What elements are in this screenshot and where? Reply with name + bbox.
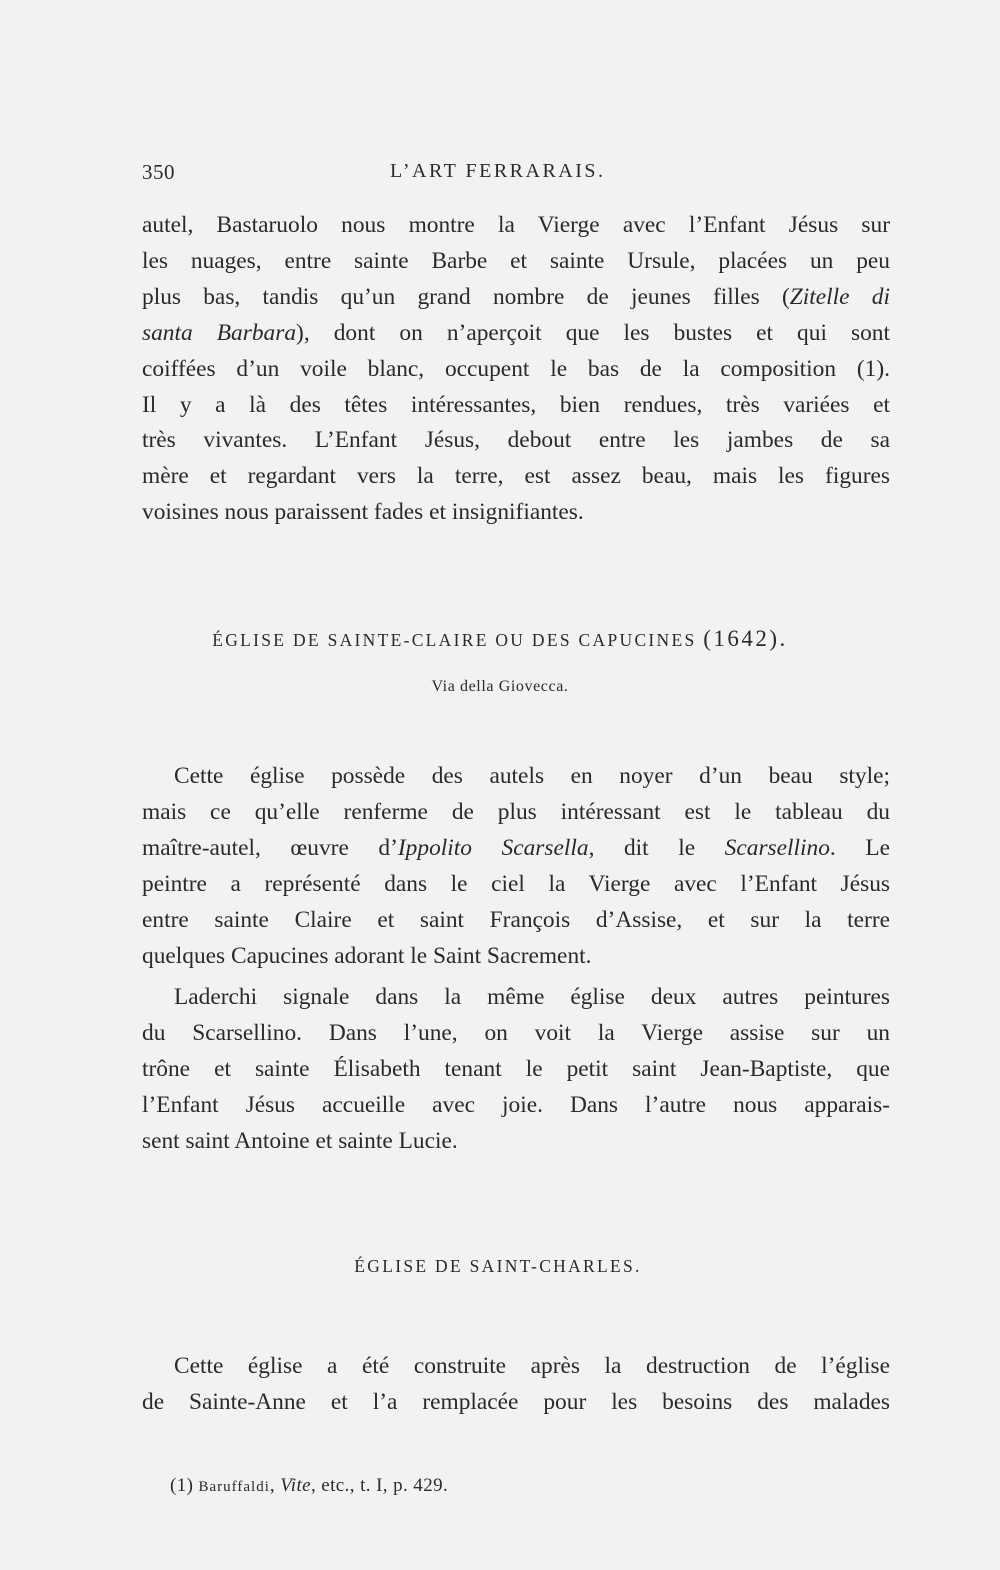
text-line: Cette église a été construite après la destruction de l’église bbox=[174, 1353, 890, 1379]
section-heading-sainte-claire bbox=[0, 626, 1000, 652]
text-run: plus bas, tandis qu’un grand nombre de jeunes filles ( bbox=[142, 283, 790, 310]
heading-date: (1642). bbox=[703, 626, 788, 651]
footnote-author: Baruffaldi bbox=[198, 1479, 270, 1495]
text-run: , dit le bbox=[588, 834, 725, 861]
heading-text: ÉGLISE DE SAINTE-CLAIRE OU DES CAPUCINES bbox=[212, 630, 704, 650]
text-line: sent saint Antoine et sainte Lucie. bbox=[142, 1127, 458, 1154]
running-head bbox=[142, 160, 890, 192]
paragraph-laderchi bbox=[142, 980, 890, 1160]
text-run: , etc., t. I, p. 429. bbox=[311, 1475, 449, 1496]
page-number: 350 bbox=[142, 160, 175, 184]
text-line: trône et sainte Élisabeth tenant le petit saint Jean-Baptiste, que bbox=[142, 1055, 890, 1082]
text-line: de Sainte-Anne et l’a remplacée pour les besoins des malades bbox=[142, 1388, 890, 1415]
section-subheading: Via della Giovecca. bbox=[431, 678, 569, 695]
text-line: coiffées d’un voile blanc, occupent le bas de la composition (1). bbox=[142, 355, 890, 382]
section-heading-saint-charles: ÉGLISE DE SAINT-CHARLES. bbox=[354, 1256, 642, 1276]
text-line: entre sainte Claire et saint François d’Assise, et sur la terre bbox=[142, 906, 890, 933]
text-line: mais ce qu’elle renferme de plus intéressant est le tableau du bbox=[142, 798, 890, 825]
text-line: les nuages, entre sainte Barbe et sainte Ursule, placées un peu bbox=[142, 247, 890, 274]
text-line bbox=[142, 316, 890, 352]
footnote-marker: (1) bbox=[170, 1475, 199, 1496]
text-line: Il y a là des têtes intéressantes, bien rendues, très variées et bbox=[142, 391, 890, 418]
text-run: maître-autel, œuvre d’ bbox=[142, 834, 398, 861]
footnote bbox=[170, 1475, 448, 1497]
text-line: peintre a représenté dans le ciel la Vierge avec l’Enfant Jésus bbox=[142, 870, 890, 897]
italic-run: Zitelle di bbox=[789, 283, 890, 310]
text-line: Cette église possède des autels en noyer d’un beau style; bbox=[174, 763, 890, 789]
paragraph-bastaruolo bbox=[142, 208, 890, 531]
italic-run: santa Barbara bbox=[142, 319, 297, 346]
text-run: , bbox=[269, 1475, 281, 1496]
text-line: très vivantes. L’Enfant Jésus, debout entre les jambes de sa bbox=[142, 427, 890, 454]
running-title: L’ART FERRARAIS. bbox=[390, 160, 606, 182]
text-line: mère et regardant vers la terre, est assez beau, mais les figures bbox=[142, 463, 890, 490]
text-line: voisines nous paraissent fades et insignifiantes. bbox=[142, 499, 584, 526]
paragraph-saint-charles bbox=[142, 1349, 890, 1421]
text-line bbox=[142, 280, 890, 316]
italic-run: Ippolito Scarsella bbox=[397, 834, 589, 861]
paragraph-capucines bbox=[142, 759, 890, 974]
text-line: quelques Capucines adorant le Saint Sacrement. bbox=[142, 942, 592, 969]
text-line: Laderchi signale dans la même église deux autres peintures bbox=[174, 984, 890, 1010]
text-run: . Le bbox=[829, 834, 890, 861]
text-line bbox=[142, 831, 890, 867]
text-run: ), dont on n’aperçoit que les bustes et qui sont bbox=[296, 319, 891, 346]
text-line: du Scarsellino. Dans l’une, on voit la Vierge assise sur un bbox=[142, 1019, 890, 1046]
footnote-work: Vite bbox=[280, 1475, 311, 1496]
italic-run: Scarsellino bbox=[724, 834, 830, 861]
text-line: autel, Bastaruolo nous montre la Vierge avec l’Enfant Jésus sur bbox=[142, 212, 890, 238]
text-line: l’Enfant Jésus accueille avec joie. Dans l’autre nous apparais- bbox=[142, 1091, 890, 1118]
